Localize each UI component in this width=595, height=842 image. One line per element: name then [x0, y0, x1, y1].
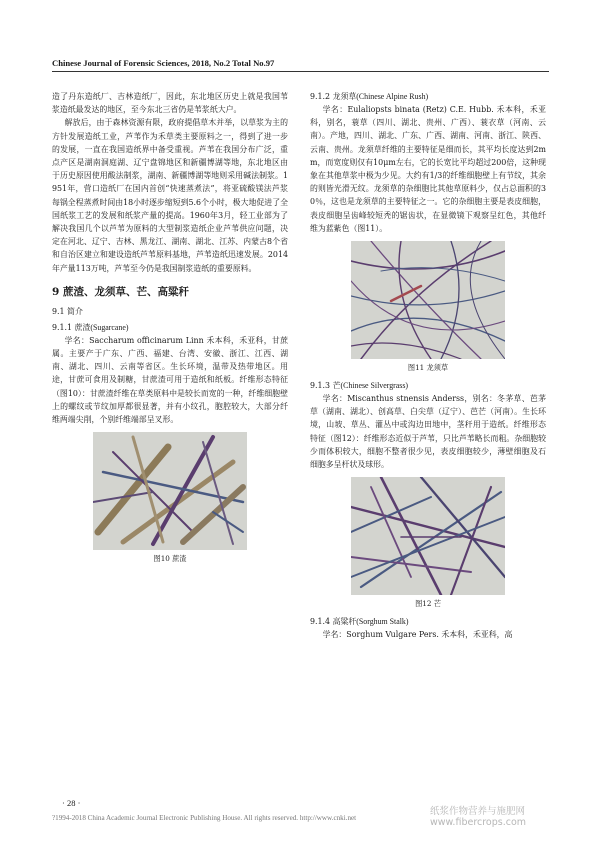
- paragraph: 学名：Saccharum officinarum Linn 禾本科，禾亚科，甘蔗属。主要产于广东、广西、福建、台湾、安徽、浙江、江西、湖南、湖北、四川、云南等省区。生长环境，温带及热带地区。用途，甘蔗可食用及制糖，甘蔗渣可用于造纸和纸板。纤维形态特征（图10）：甘蔗渣纤维在草类原料中是较长而宽的一种，纤维细胞壁上的螺纹或节纹加厚都很显著，并有小纹孔，胞腔较大，大部分纤维两端尖削，个别纤维端部呈叉形。: [52, 335, 288, 425]
- journal-header: Chinese Journal of Forensic Sciences, 2018, No.2 Total No.97: [52, 58, 549, 72]
- page-number: · 28 ·: [62, 798, 81, 808]
- figure-12: [351, 477, 505, 609]
- subsection-title: 9.1.3 芒: [310, 381, 341, 391]
- subsection-title-en: (Chinese Alpine Rush): [356, 92, 429, 101]
- subsection-title: 9.1.4 高粱秆: [310, 617, 357, 627]
- subsection-title-en: (Chinese Silvergrass): [340, 381, 409, 391]
- watermark-line: www.fibercrops.com: [430, 817, 527, 828]
- micrograph-sugarcane: [93, 432, 247, 550]
- right-column: [310, 90, 546, 641]
- micrograph-chinese-silvergrass: [351, 477, 505, 595]
- paragraph: 解放后，由于森林资源有限，政府提倡草木并举，以草浆为主的方针发展造纸工业，芦苇作为禾草类主要原料之一，得到了进一步的发展，一直在我国造纸界中备受重视。芦苇在我国分布广泛，重点产区是湖南洞庭湖、辽宁盘锦地区和新疆博湖等地，东北地区由于历史原因使用酸法制浆，湖南、新疆博湖等地则采用碱法制浆。1951年，营口造纸厂在国内首创“快速蒸煮法”，将亚硫酸镁法芦浆每锅全程蒸煮时间由18小时逐步缩短到5.6个小时，极大地促进了全国纸浆工艺的发展和纸浆产量的提高。1960年3月，轻工业部为了解决我国几个以芦苇为原料的大型制浆造纸企业芦苇供应问题，决定在河北、辽宁、吉林、黑龙江、湖南、湖北、江苏、内蒙古8个省和自治区建立和建设造纸芦苇原料基地，芦苇造纸迅速发展。2014年产量113万吨，芦苇至今仍是我国制浆造纸的重要原料。: [52, 118, 288, 273]
- paragraph: 造了丹东造纸厂、吉林造纸厂，因此，东北地区历史上就是我国苇浆造纸最发达的地区，至今东北三省仍是苇浆纸大户。: [52, 92, 288, 115]
- paragraph: 学名：Eulaliopsts binata (Retz) C.E. Hubb. 禾本科，禾亚科，别名，蓑草（四川、湖北、贵州、广西）、蓑衣草（河南、云南）。产地，四川、湖北、广东、广西、湖南、河南、浙江、陕西、云南、贵州。龙须草纤维的主要特征是细而长，其平均长度达到2mm，而宽度则仅有10μm左右，它的长宽比平均超过200倍，这种现象在其他草浆中极为少见。大约有1/3的纤维细胞壁上有节纹，其余的则皆光滑无纹。龙须草的杂细胞比其他草原料少，仅占总面积的30％，这也是龙须草的主要特征之一。它的杂细胞主要是表皮细胞，表皮细胞呈齿峰较短秃的锯齿状，在显微镜下观察呈红色，其他纤维为蓝紫色（图11）。: [310, 105, 546, 233]
- subsection-heading: [52, 321, 288, 334]
- figure-10: [93, 432, 247, 564]
- site-watermark: [430, 806, 526, 828]
- figure-caption: 图10 蔗渣: [153, 554, 187, 564]
- subsection-heading: 9.1 简介: [52, 306, 83, 316]
- paragraph: 学名：Miscanthus stnensis Anderss，别名：冬茅草、芭茅草（湖南、湖北）、创高草、白尖草（辽宁）、芭芒（河南）。生长环境，山坡、草丛、灌丛中或沟边田地中，茎秆用于造纸。纤维形态特征（图12）：纤维形态近似于芦苇，只比芦苇略长而粗。杂细胞较少而体积较大，细胞不整者很少见，表皮细胞较少，薄壁细胞及石细胞多呈杆状及球形。: [310, 394, 546, 470]
- subsection-heading: [310, 379, 546, 392]
- subsection-title: 9.1.1 蔗渣: [52, 322, 91, 332]
- paragraph: 学名：Sorghum Vulgare Pers. 禾本科，禾亚科，高: [322, 630, 513, 640]
- figure-11: [351, 241, 505, 373]
- micrograph-chinese-alpine-rush: [351, 241, 505, 359]
- subsection-title-en: (Sorghum Stalk): [356, 617, 409, 627]
- section-heading: 9 蔗渣、龙须草、芒、高粱秆: [52, 285, 189, 298]
- subsection-title: 9.1.2 龙须草: [310, 92, 357, 101]
- figure-caption: 图12 芒: [415, 599, 441, 609]
- subsection-title-en: (Sugarcane): [90, 322, 129, 332]
- figure-caption: 图11 龙须草: [407, 363, 449, 373]
- subsection-heading: [310, 615, 546, 628]
- watermark-line: 纸浆作物营养与施肥网: [430, 806, 526, 817]
- left-column: [52, 90, 288, 570]
- copyright-footer: ?1994-2018 China Academic Journal Electronic Publishing House. All rights reserved. http://www.cnki.net: [52, 814, 357, 822]
- subsection-heading: [310, 90, 546, 103]
